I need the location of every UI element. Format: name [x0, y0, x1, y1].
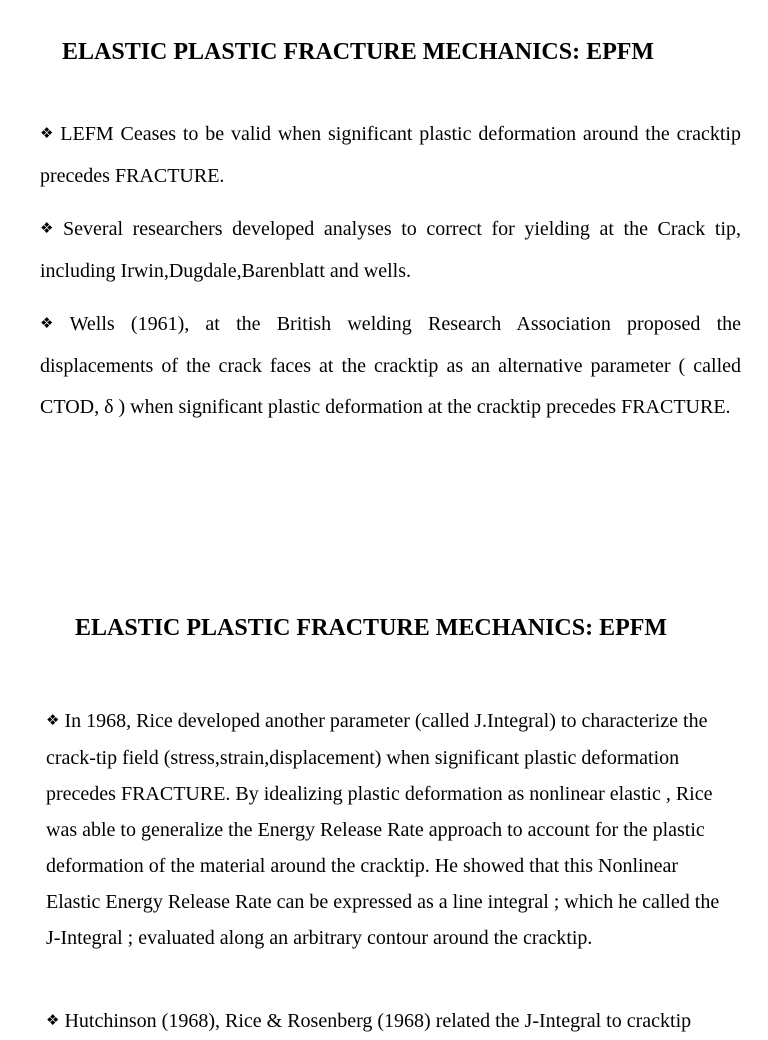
diamond-bullet-icon: ❖ — [40, 124, 56, 142]
diamond-bullet-icon: ❖ — [40, 219, 59, 237]
bullet-text: Hutchinson (1968), Rice & Rosenberg (1968) related the J-Integral to cracktip — [64, 1010, 692, 1032]
bullet-text: Several researchers developed analyses to correct for yielding at the Crack tip, including Irwin,Dugdale,Barenblatt and wells. — [40, 218, 742, 282]
slide-2 — [0, 560, 768, 1032]
bullet-paragraph — [40, 209, 741, 292]
bullet-text: LEFM Ceases to be valid when significant plastic deformation around the cracktip precedes FRACTURE. — [40, 123, 741, 187]
diamond-bullet-icon: ❖ — [46, 1011, 60, 1029]
diamond-bullet-icon: ❖ — [40, 314, 65, 332]
bullet-paragraph — [46, 703, 736, 956]
slide-title: ELASTIC PLASTIC FRACTURE MECHANICS: EPFM — [75, 615, 668, 641]
slide-title: ELASTIC PLASTIC FRACTURE MECHANICS: EPFM — [62, 39, 655, 65]
bullet-paragraph — [40, 304, 741, 428]
bullet-text: In 1968, Rice developed another parameter (called J.Integral) to characterize the crack-tip field (stress,strain,displacement) when significant plastic deformation precedes FRACTURE. By idealizing plastic deformation as nonlinear elastic , Rice was able to generalize the Energy Release Rate approach to account for the plastic deformation of the material around the cracktip. He showed that this Nonlinear Elastic Energy Release Rate can be expressed as a line integral ; which he called the J-Integral ; evaluated along an arbitrary contour around the cracktip. — [46, 710, 720, 949]
bullet-text: Wells (1961), at the British welding Research Association proposed the displacements of the crack faces at the cracktip as an alternative parameter ( called CTOD, δ ) when significant plastic deformation at the cracktip precedes FRACTURE. — [40, 313, 741, 418]
diamond-bullet-icon: ❖ — [46, 711, 60, 729]
bullet-paragraph — [40, 114, 741, 197]
bullet-paragraph — [46, 1003, 736, 1040]
